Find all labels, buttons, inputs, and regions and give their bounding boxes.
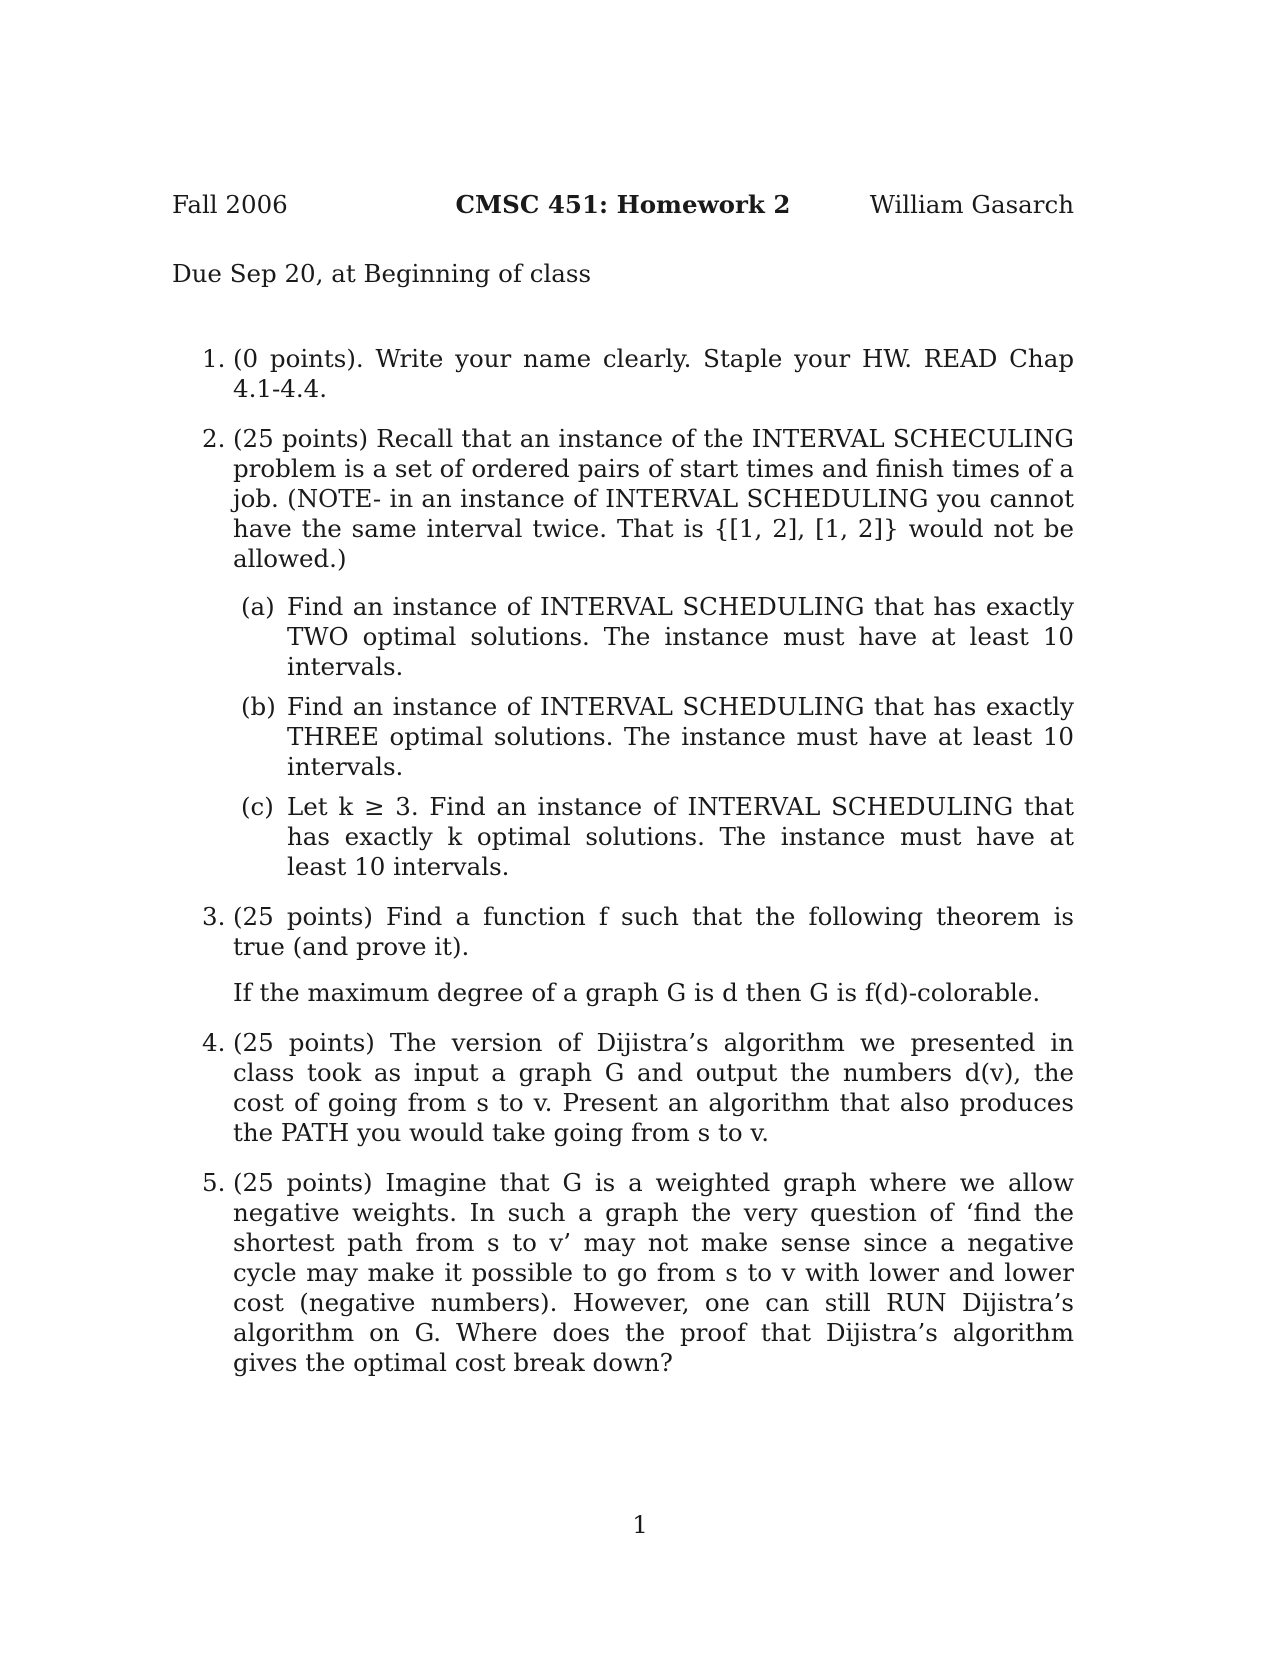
subpart-a bbox=[233, 592, 1074, 682]
subpart-label: (a) bbox=[241, 592, 275, 621]
subpart-c bbox=[233, 792, 1074, 882]
subpart-text: Let k ≥ 3. Find an instance of INTERVAL SCHEDULING that has exactly k optimal solutions. The instance must have at least 10 intervals. bbox=[287, 792, 1074, 881]
subpart-list bbox=[233, 592, 1074, 882]
subpart-label: (c) bbox=[241, 792, 274, 821]
subpart-b bbox=[233, 692, 1074, 782]
page-header bbox=[172, 190, 1074, 222]
author-name: William Gasarch bbox=[869, 190, 1074, 219]
problem-2 bbox=[172, 424, 1074, 882]
subpart-label: (b) bbox=[241, 692, 276, 721]
page-number: 1 bbox=[632, 1510, 648, 1539]
problem-1 bbox=[172, 344, 1074, 404]
due-date: Due Sep 20, at Beginning of class bbox=[172, 259, 592, 288]
term-label: Fall 2006 bbox=[172, 190, 288, 219]
problem-number: 1. bbox=[202, 344, 226, 373]
theorem-statement: If the maximum degree of a graph G is d then G is f(d)-colorable. bbox=[233, 978, 1041, 1007]
problem-number: 2. bbox=[202, 424, 226, 453]
page-title: CMSC 451: Homework 2 bbox=[455, 190, 791, 219]
subpart-text: Find an instance of INTERVAL SCHEDULING that has exactly THREE optimal solutions. The instance must have at least 10 intervals. bbox=[287, 692, 1074, 781]
problem-5 bbox=[172, 1168, 1074, 1378]
problem-text: (25 points) Imagine that G is a weighted graph where we allow negative weights. In such a graph the very question of ‘find the shortest path from s to v’ may not make sense since a negative cycle may make it possible to go from s to v with lower and lower cost (negative numbers). However, one can still RUN Dijistra’s algorithm on G. Where does the proof that Dijistra’s algorithm gives the optimal cost break down? bbox=[233, 1168, 1074, 1377]
problem-text: (0 points). Write your name clearly. Staple your HW. READ Chap 4.1-4.4. bbox=[233, 344, 1074, 403]
problem-number: 5. bbox=[202, 1168, 226, 1197]
problem-number: 3. bbox=[202, 902, 226, 931]
problem-list bbox=[172, 344, 1074, 1398]
problem-text: (25 points) The version of Dijistra’s algorithm we presented in class took as input a graph G and output the numbers d(v), the cost of going from s to v. Present an algorithm that also produces the PATH you would take going from s to v. bbox=[233, 1028, 1074, 1147]
problem-3 bbox=[172, 902, 1074, 1008]
problem-text: (25 points) Recall that an instance of the INTERVAL SCHECULING problem is a set of ordered pairs of start times and finish times of a job. (NOTE- in an instance of INTERVAL SCHEDULING you cannot have the same interval twice. That is {[1, 2], [1, 2]} would not be allowed.) bbox=[233, 424, 1074, 573]
problem-text: (25 points) Find a function f such that the following theorem is true (and prove it). bbox=[233, 902, 1074, 961]
subpart-text: Find an instance of INTERVAL SCHEDULING that has exactly TWO optimal solutions. The instance must have at least 10 intervals. bbox=[287, 592, 1074, 681]
problem-number: 4. bbox=[202, 1028, 226, 1057]
problem-4 bbox=[172, 1028, 1074, 1148]
